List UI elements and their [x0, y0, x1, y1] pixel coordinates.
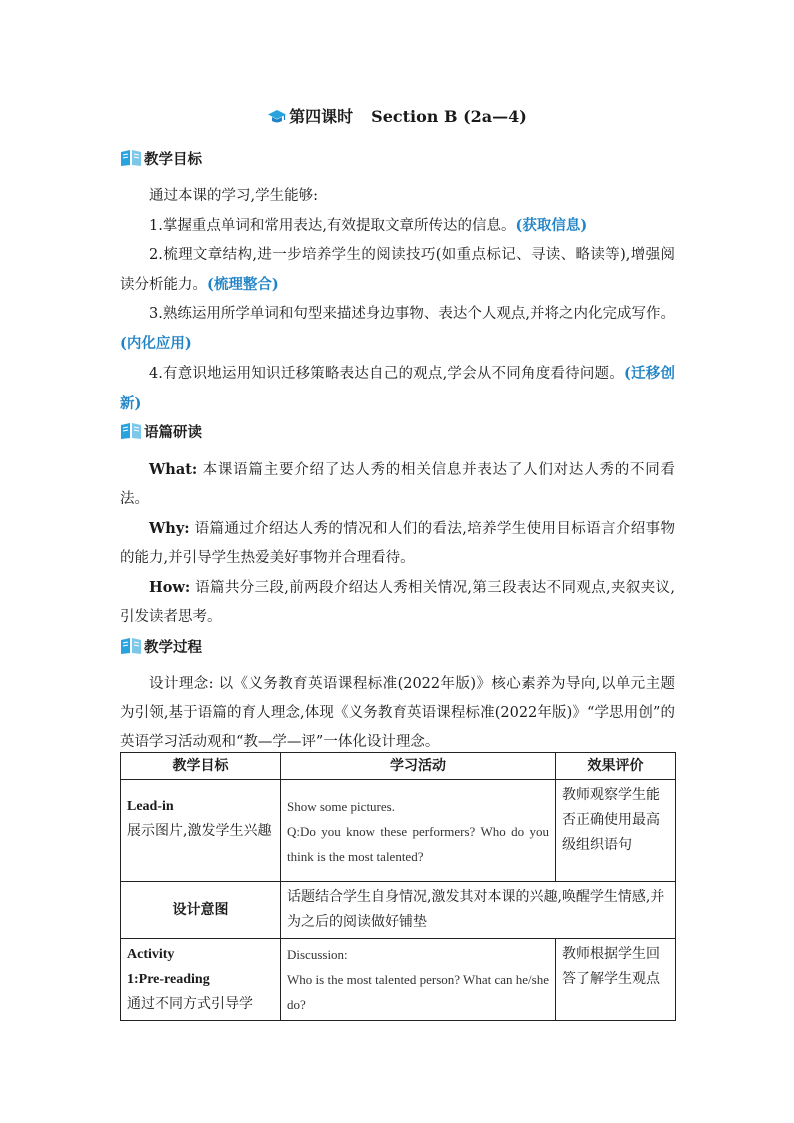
objective-item-2: 2.梳理文章结构,进一步培养学生的阅读技巧(如重点标记、寻读、略读等),增强阅读分析能力。(梳理整合) [120, 247, 675, 293]
objective-item-4: 4.有意识地运用知识迁移策略表达自己的观点,学会从不同角度看待问题。(迁移创新) [120, 365, 675, 412]
objectives-body [120, 182, 675, 419]
design-text: 话题结合学生自身情况,激发其对本课的兴趣,唤醒学生情感,并为之后的阅读做好铺垫 [281, 882, 676, 939]
reading-why: Why: 语篇通过介绍达人秀的情况和人们的看法,培养学生使用目标语言介绍事物的能力,并引导学生热爱美好事物并合理看待。 [120, 520, 675, 566]
row2-evaluation: 教师根据学生回答了解学生观点 [556, 939, 676, 1021]
reading-how: How: 语篇共分三段,前两段介绍达人秀相关情况,第三段表达不同观点,夹叙夹议,引发读者思考。 [120, 579, 675, 625]
section-heading-reading: 语篇研读 [120, 420, 202, 442]
row1-activity: Show some pictures. Q:Do you know these performers? Who do you think is the most talented? [281, 780, 556, 882]
table-header-row [121, 753, 676, 780]
header-goal: 教学目标 [121, 753, 281, 780]
objectives-intro: 通过本课的学习,学生能够: [149, 188, 318, 204]
table-row [121, 939, 676, 1021]
row1-evaluation: 教师观察学生能否正确使用最高级组织语句 [556, 780, 676, 882]
row1-goal: Lead-in 展示图片,激发学生兴趣 [121, 780, 281, 882]
reading-what: What: 本课语篇主要介绍了达人秀的相关信息并表达了人们对达人秀的不同看法。 [120, 461, 675, 507]
row2-activity: Discussion: Who is the most talented person? What can he/she do? [281, 939, 556, 1021]
lesson-number: 第四课时 [289, 107, 354, 126]
lesson-plan-table [120, 752, 676, 1021]
graduation-cap-icon [267, 109, 287, 129]
row2-goal: Activity 1:Pre-reading 通过不同方式引导学 [121, 939, 281, 1021]
book-icon [120, 637, 142, 655]
header-activity: 学习活动 [281, 753, 556, 780]
table-row-design [121, 882, 676, 939]
reading-body [120, 455, 675, 632]
section-label: Section B (2a—4) [371, 107, 527, 126]
section-heading-process: 教学过程 [120, 635, 202, 657]
process-concept: 设计理念: 以《义务教育英语课程标准(2022年版)》核心素养为导向,以单元主题为引领,基于语篇的育人理念,体现《义务教育英语课程标准(2022年版)》“学思用创”的英语学习活动观和“教—学—评”一体化设计理念。 [120, 676, 675, 750]
objective-item-3: 3.熟练运用所学单词和句型来描述身边事物、表达个人观点,并将之内化完成写作。(内化应用) [120, 306, 675, 352]
book-icon [120, 149, 142, 167]
book-icon [120, 422, 142, 440]
header-evaluation: 效果评价 [556, 753, 676, 780]
section-heading-objectives: 教学目标 [120, 147, 202, 169]
table-row [121, 780, 676, 882]
design-label: 设计意图 [121, 882, 281, 939]
objective-item-1: 1.掌握重点单词和常用表达,有效提取文章所传达的信息。(获取信息) [149, 217, 588, 234]
lesson-title [0, 104, 794, 129]
